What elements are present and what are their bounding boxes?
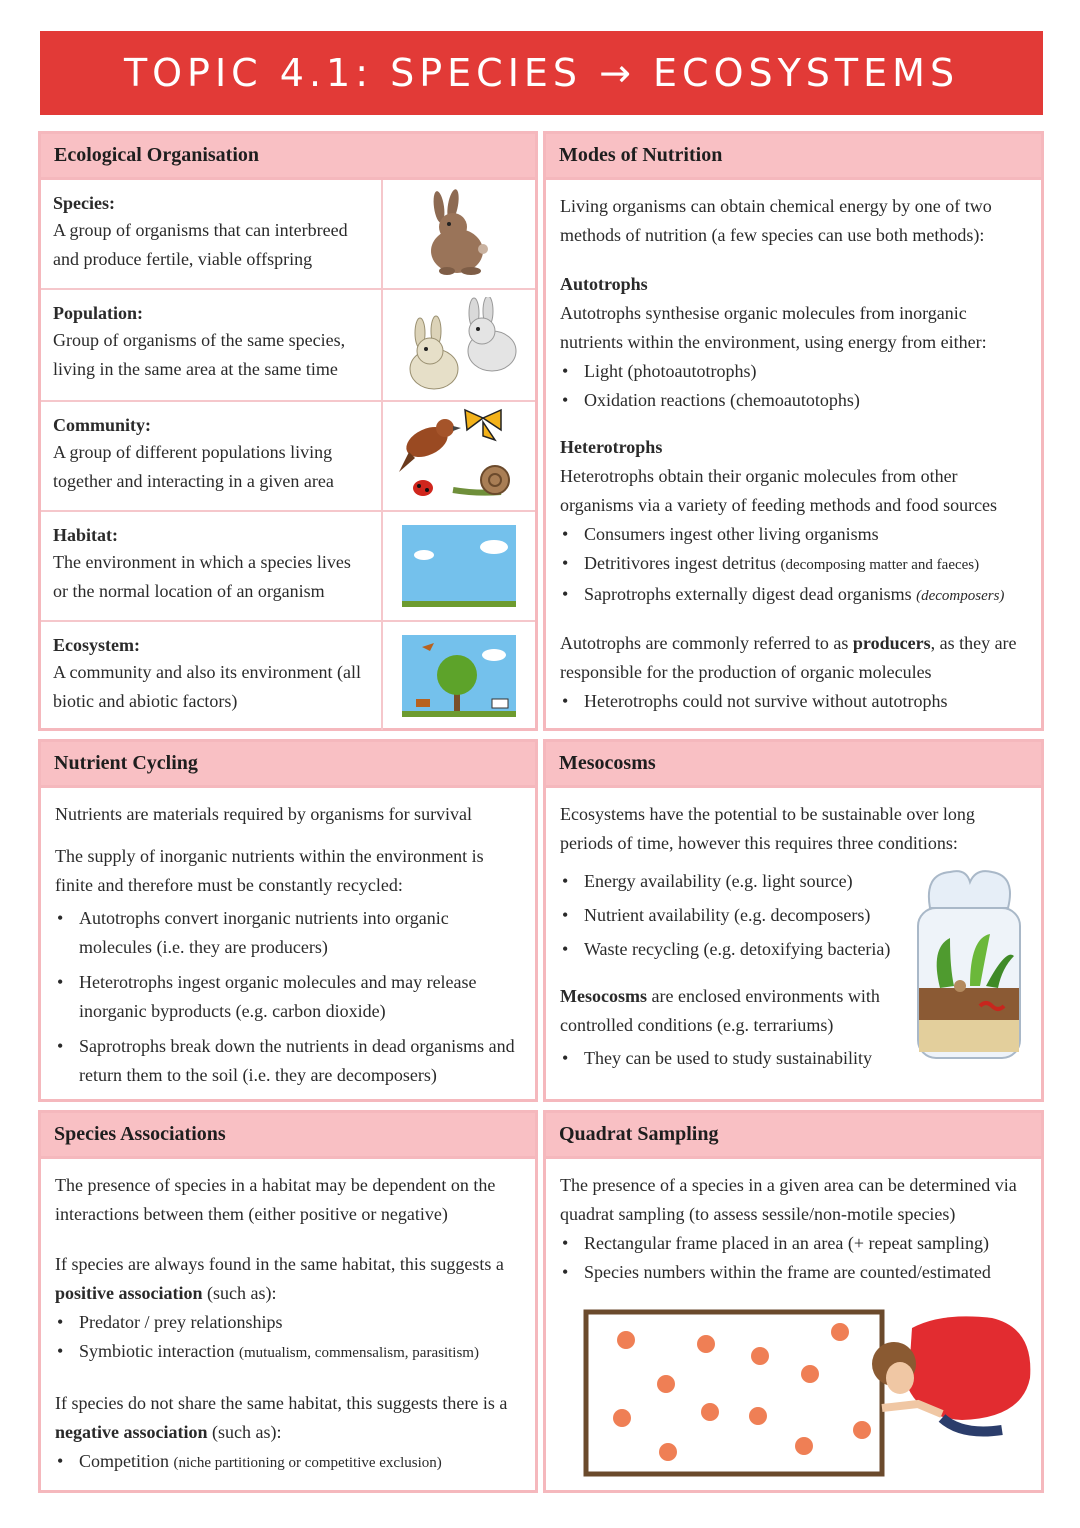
paragraph bbox=[560, 982, 900, 1040]
panel-heading: Mesocosms bbox=[546, 742, 1041, 788]
bold-term: negative association bbox=[55, 1422, 208, 1442]
autotrophs-heading: Autotrophs bbox=[560, 274, 648, 294]
text: If species are always found in the same habitat, this suggests a bbox=[55, 1254, 504, 1274]
list-item bbox=[560, 549, 1027, 580]
list-item: • Energy availability (e.g. light source) bbox=[560, 864, 1027, 898]
eco-row-population bbox=[41, 290, 535, 402]
eco-row-community bbox=[41, 402, 535, 512]
paragraph: The presence of a species in a given area can be determined via quadrat sampling (to assess sessile/non-motile species) bbox=[560, 1175, 1017, 1224]
definition: A group of organisms that can interbreed and produce fertile, viable offspring bbox=[53, 220, 348, 269]
producers-text bbox=[560, 629, 1027, 687]
list-item: • Saprotrophs break down the nutrients in dead organisms and return them to the soil (i.e. they are decomposers) bbox=[55, 1032, 521, 1090]
bold-term: producers bbox=[852, 633, 931, 653]
definition: A group of different populations living together and interacting in a given area bbox=[53, 442, 334, 491]
panel-heading: Ecological Organisation bbox=[41, 134, 535, 180]
panel-modes-of-nutrition bbox=[543, 131, 1044, 731]
autotrophs-list bbox=[560, 357, 1027, 415]
sky-landscape-icon bbox=[383, 512, 535, 620]
text: If species do not share the same habitat, this suggests there is a bbox=[55, 1393, 508, 1413]
heterotrophs-list bbox=[560, 520, 1027, 611]
list-item: • Heterotrophs ingest organic molecules and may release inorganic byproducts (e.g. carbon dioxide) bbox=[55, 968, 521, 1026]
list-item: • Nutrient availability (e.g. decomposers) bbox=[560, 898, 1027, 932]
nutrient-list bbox=[55, 904, 521, 1090]
panel-mesocosms bbox=[543, 739, 1044, 1102]
negative-list bbox=[55, 1447, 521, 1478]
item-note: (decomposers) bbox=[916, 588, 1005, 604]
list-item: • Autotrophs convert inorganic nutrients into organic molecules (i.e. they are producers) bbox=[55, 904, 521, 962]
list-item: • Oxidation reactions (chemoautotophs) bbox=[560, 386, 1027, 415]
item-note: (niche partitioning or competitive exclusion) bbox=[173, 1455, 442, 1471]
quadrat-illustration bbox=[582, 1308, 1034, 1483]
paragraph bbox=[55, 1250, 521, 1308]
panel-heading: Nutrient Cycling bbox=[41, 742, 535, 788]
item-main: Symbiotic interaction bbox=[79, 1341, 235, 1361]
paragraph: The presence of species in a habitat may be dependent on the interactions between them (either positive or negative) bbox=[55, 1175, 496, 1224]
item-main: Competition bbox=[79, 1451, 169, 1471]
positive-list bbox=[55, 1308, 521, 1368]
panel-heading: Quadrat Sampling bbox=[546, 1113, 1041, 1159]
bold-term: Mesocosms bbox=[560, 986, 647, 1006]
paragraph: Nutrients are materials required by organisms for survival bbox=[55, 804, 473, 824]
text: are enclosed environments with controlled conditions (e.g. terrariums) bbox=[560, 986, 880, 1035]
definition: The environment in which a species lives or the normal location of an organism bbox=[53, 552, 351, 601]
heterotrophs-heading: Heterotrophs bbox=[560, 437, 663, 457]
text: (such as): bbox=[207, 1422, 282, 1442]
two-rabbits-icon bbox=[383, 290, 535, 400]
definition: Group of organisms of the same species, living in the same area at the same time bbox=[53, 330, 346, 379]
paragraph: The supply of inorganic nutrients within the environment is finite and therefore must be constantly recycled: bbox=[55, 846, 484, 895]
quadrat-list bbox=[560, 1229, 1027, 1287]
list-item bbox=[55, 1337, 521, 1368]
list-item: • Rectangular frame placed in an area (+ repeat sampling) bbox=[560, 1229, 1027, 1258]
item-note: (decomposing matter and faeces) bbox=[780, 557, 980, 573]
term: Habitat: bbox=[53, 525, 118, 545]
item-note: (mutualism, commensalism, parasitism) bbox=[238, 1345, 479, 1361]
list-item: • Waste recycling (e.g. detoxifying bacteria) bbox=[560, 932, 1027, 966]
heterotrophs-text: Heterotrophs obtain their organic molecules from other organisms via a variety of feeding methods and food sources bbox=[560, 466, 998, 515]
panel-nutrient-cycling bbox=[38, 739, 538, 1102]
panel-quadrat-sampling bbox=[543, 1110, 1044, 1493]
panel-heading: Species Associations bbox=[41, 1113, 535, 1159]
bird-butterfly-ladybug-snail-icon bbox=[383, 402, 535, 510]
paragraph bbox=[55, 1389, 521, 1447]
list-item: • Heterotrophs could not survive without autotrophs bbox=[560, 687, 1027, 716]
definition: A community and also its environment (all biotic and abiotic factors) bbox=[53, 662, 361, 711]
text: Autotrophs are commonly referred to as bbox=[560, 633, 849, 653]
term: Population: bbox=[53, 303, 144, 323]
rabbit-icon bbox=[383, 180, 535, 288]
list-item: • Consumers ingest other living organisms bbox=[560, 520, 1027, 549]
bold-term: positive association bbox=[55, 1283, 203, 1303]
paragraph: Ecosystems have the potential to be sustainable over long periods of time, however this requires three conditions: bbox=[560, 804, 975, 853]
page-title: TOPIC 4.1: SPECIES → ECOSYSTEMS bbox=[40, 31, 1043, 115]
list-item: • Predator / prey relationships bbox=[55, 1308, 521, 1337]
term: Ecosystem: bbox=[53, 635, 140, 655]
autotrophs-text: Autotrophs synthesise organic molecules from inorganic nutrients within the environment, using energy from either: bbox=[560, 303, 987, 352]
list-item bbox=[560, 580, 1027, 611]
list-item: • Light (photoautotrophs) bbox=[560, 357, 1027, 386]
producers-list bbox=[560, 687, 1027, 716]
text: (such as): bbox=[202, 1283, 277, 1303]
item-main: Detritivores ingest detritus bbox=[584, 553, 776, 573]
eco-row-ecosystem bbox=[41, 622, 535, 730]
intro-text: Living organisms can obtain chemical energy by one of two methods of nutrition (a few species can use both methods): bbox=[560, 196, 992, 245]
list-item: • Species numbers within the frame are counted/estimated bbox=[560, 1258, 1027, 1287]
panel-ecological-organisation bbox=[38, 131, 538, 731]
term: Species: bbox=[53, 193, 115, 213]
term: Community: bbox=[53, 415, 151, 435]
eco-row-species bbox=[41, 180, 535, 290]
list-item bbox=[55, 1447, 521, 1478]
panel-heading: Modes of Nutrition bbox=[546, 134, 1041, 180]
text: , as they are responsible for the production of organic molecules bbox=[560, 633, 1017, 682]
eco-row-habitat bbox=[41, 512, 535, 622]
eco-rows bbox=[41, 180, 535, 730]
item-main: Saprotrophs externally digest dead organisms bbox=[584, 584, 912, 604]
terrarium-icon bbox=[910, 868, 1028, 1077]
tree-landscape-icon bbox=[383, 622, 535, 730]
panel-species-associations bbox=[38, 1110, 538, 1493]
list-item: • They can be used to study sustainability bbox=[560, 1044, 1027, 1073]
